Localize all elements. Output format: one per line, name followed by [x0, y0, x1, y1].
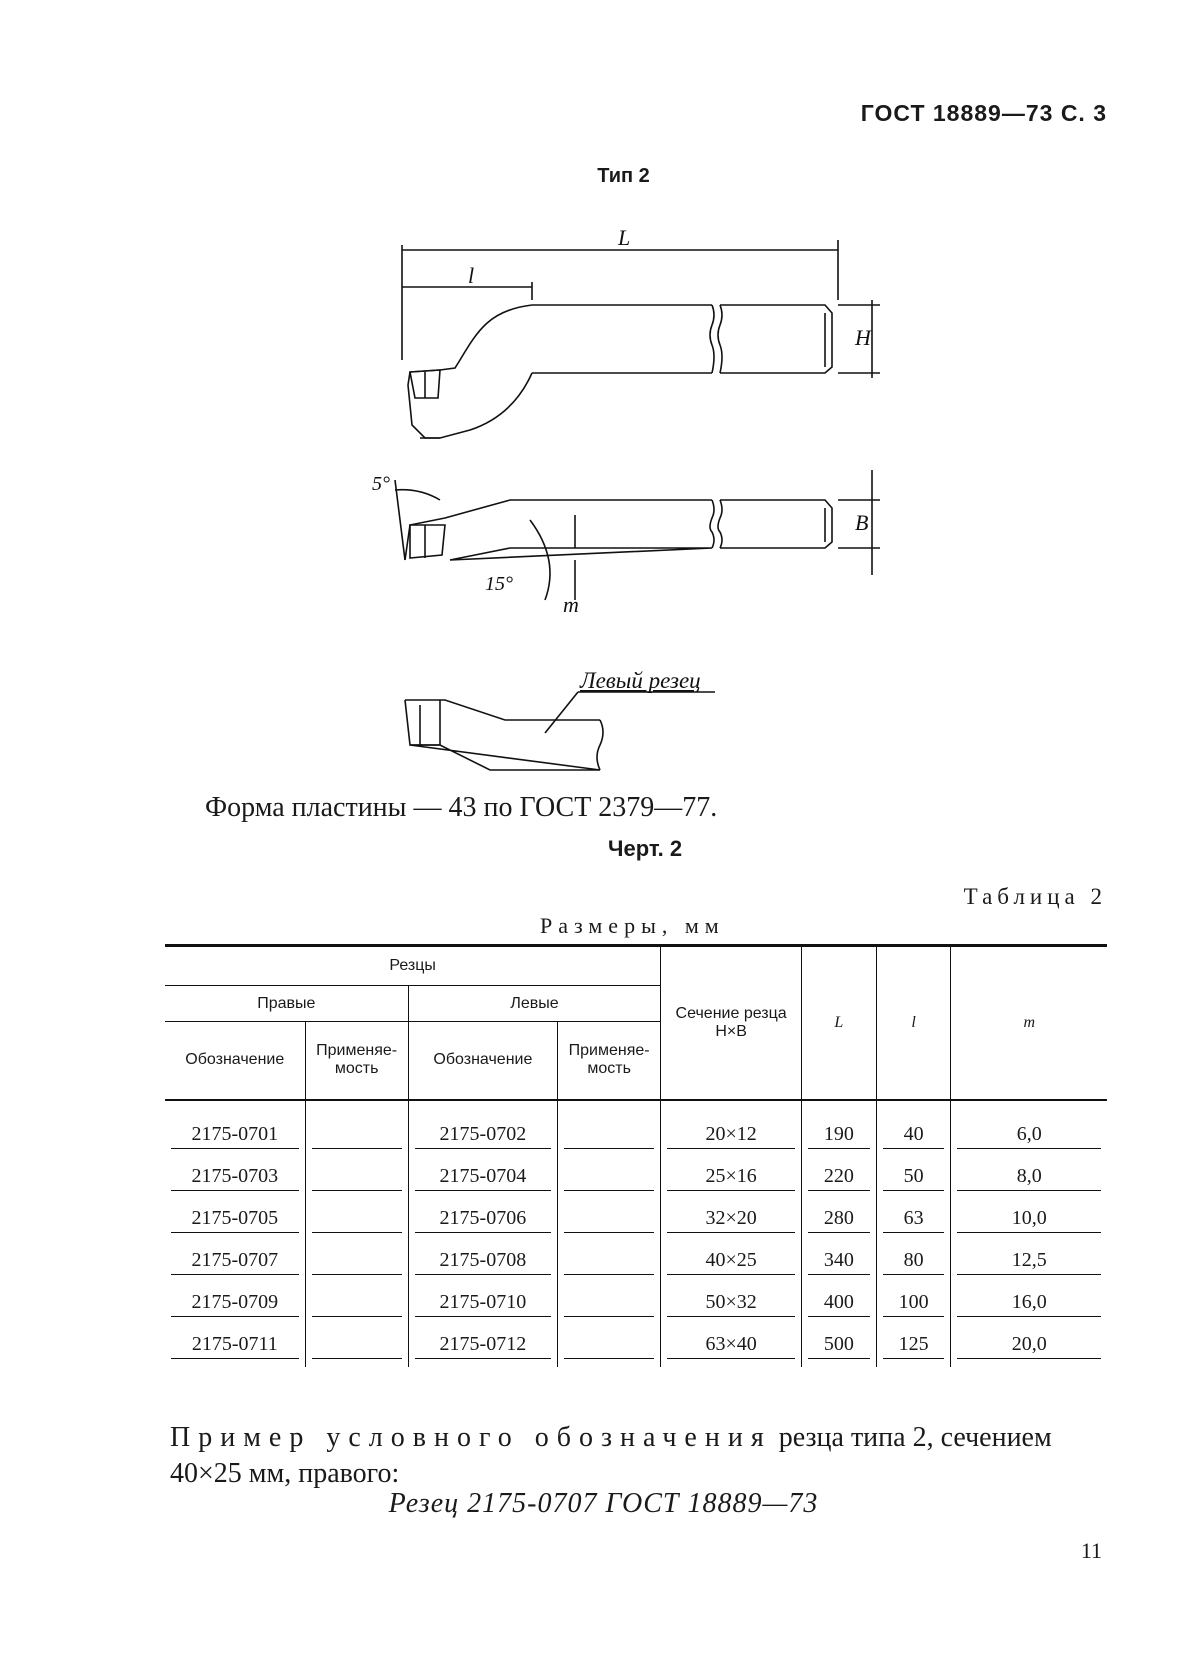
cell-applicability-blank — [312, 1291, 402, 1317]
dim-label-l: l — [468, 263, 475, 288]
header-section: Сечение резца H×B — [661, 946, 802, 1100]
cell-m: 8,0 — [957, 1165, 1101, 1191]
angle-arc-15 — [530, 520, 550, 600]
cell-m — [951, 1199, 1107, 1241]
cell-applicability — [305, 1283, 408, 1325]
cell-left — [408, 1325, 557, 1367]
cell-section — [661, 1157, 802, 1199]
cell-L: 500 — [808, 1333, 870, 1359]
cell-right: 2175-0705 — [171, 1207, 299, 1233]
cell-L — [802, 1157, 877, 1199]
example-paragraph — [170, 1420, 1100, 1492]
cell-l — [876, 1241, 951, 1283]
cell-right: 2175-0711 — [171, 1333, 299, 1359]
cell-l — [876, 1283, 951, 1325]
cell-left — [408, 1100, 557, 1157]
cell-applicability — [305, 1325, 408, 1367]
header-m: m — [951, 946, 1107, 1100]
cell-applicability-blank — [564, 1291, 654, 1317]
cell-l — [876, 1199, 951, 1241]
cell-applicability-blank — [312, 1165, 402, 1191]
cell-L: 340 — [808, 1249, 870, 1275]
cell-applicability — [558, 1100, 661, 1157]
cell-section — [661, 1199, 802, 1241]
cell-L — [802, 1283, 877, 1325]
cell-applicability — [305, 1241, 408, 1283]
cell-applicability-blank — [564, 1123, 654, 1149]
cell-left — [408, 1199, 557, 1241]
cell-applicability — [558, 1241, 661, 1283]
cell-m: 6,0 — [957, 1123, 1101, 1149]
header-left-applicability: Применяе- мость — [558, 1022, 661, 1100]
table-row — [165, 1283, 1107, 1325]
plate-shape-note: Форма пластины — 43 по ГОСТ 2379—77. — [205, 792, 718, 823]
cell-section: 25×16 — [667, 1165, 795, 1191]
cell-left — [408, 1241, 557, 1283]
header-cutters: Резцы — [165, 946, 661, 986]
cell-right — [165, 1241, 305, 1283]
cell-applicability-blank — [564, 1207, 654, 1233]
angle-arc-5 — [395, 490, 440, 500]
page-number: 11 — [1080, 1538, 1102, 1563]
example-lead: Пример условного обозначения — [170, 1422, 772, 1453]
header-l: l — [876, 946, 951, 1100]
header-right-applicability: Применяе- мость — [305, 1022, 408, 1100]
figure-caption: Черт. 2 — [608, 836, 683, 861]
cell-l: 50 — [883, 1165, 945, 1191]
header-right: Правые — [165, 986, 408, 1022]
cell-right — [165, 1325, 305, 1367]
cell-section — [661, 1241, 802, 1283]
cell-applicability-blank — [312, 1123, 402, 1149]
cell-m: 16,0 — [957, 1291, 1101, 1317]
cell-m: 12,5 — [957, 1249, 1101, 1275]
document-header: ГОСТ 18889—73 С. 3 — [860, 100, 1107, 126]
left-cutter-body — [405, 700, 600, 770]
dim-label-H: H — [855, 325, 871, 350]
cell-applicability — [558, 1283, 661, 1325]
cell-left: 2175-0712 — [415, 1333, 551, 1359]
cell-applicability — [558, 1199, 661, 1241]
cell-section: 63×40 — [667, 1333, 795, 1359]
cell-right — [165, 1199, 305, 1241]
table-body — [165, 1100, 1107, 1367]
cell-m — [951, 1283, 1107, 1325]
top-view-neck — [410, 305, 532, 372]
cell-l — [876, 1100, 951, 1157]
cell-applicability-blank — [564, 1333, 654, 1359]
cell-L: 220 — [808, 1165, 870, 1191]
top-view-shank — [532, 305, 832, 373]
cell-l: 125 — [883, 1333, 945, 1359]
header-left-designation: Обозначение — [408, 1022, 557, 1100]
cell-L — [802, 1199, 877, 1241]
dim-label-m: m — [563, 592, 579, 617]
example-rest: резца типа 2, сечением 40×25 мм, правого: — [170, 1422, 1052, 1489]
cell-m — [951, 1325, 1107, 1367]
cell-section — [661, 1283, 802, 1325]
type-title: Тип 2 — [597, 165, 650, 187]
cell-left: 2175-0708 — [415, 1249, 551, 1275]
header-L: L — [802, 946, 877, 1100]
cell-applicability-blank — [312, 1249, 402, 1275]
header-left: Левые — [408, 986, 661, 1022]
side-view-plate — [410, 525, 445, 558]
table-label: Таблица 2 — [963, 884, 1107, 909]
header-right-designation: Обозначение — [185, 1051, 285, 1069]
cell-l: 40 — [883, 1123, 945, 1149]
cell-right — [165, 1283, 305, 1325]
dimensions-label: Размеры, мм — [540, 913, 725, 938]
angle-label-5: 5° — [372, 473, 390, 495]
dimensions-table — [165, 944, 1107, 1367]
cell-m — [951, 1157, 1107, 1199]
cell-L — [802, 1241, 877, 1283]
cell-section — [661, 1100, 802, 1157]
cell-m — [951, 1100, 1107, 1157]
cell-l — [876, 1325, 951, 1367]
cell-section: 50×32 — [667, 1291, 795, 1317]
cell-l: 100 — [883, 1291, 945, 1317]
cell-left — [408, 1283, 557, 1325]
cell-applicability — [305, 1199, 408, 1241]
left-cutter-label: Левый резец — [580, 668, 701, 693]
cell-m — [951, 1241, 1107, 1283]
cell-right: 2175-0703 — [171, 1165, 299, 1191]
cell-applicability — [558, 1157, 661, 1199]
cell-left: 2175-0702 — [415, 1123, 551, 1149]
angle-label-15: 15° — [485, 573, 513, 595]
table-row — [165, 1199, 1107, 1241]
cell-applicability-blank — [564, 1165, 654, 1191]
cell-L: 400 — [808, 1291, 870, 1317]
technical-drawing — [0, 0, 1187, 820]
designation-example: Резец 2175-0707 ГОСТ 18889—73 — [388, 1488, 819, 1519]
cell-left: 2175-0706 — [415, 1207, 551, 1233]
cell-section: 20×12 — [667, 1123, 795, 1149]
dim-label-L: L — [618, 225, 631, 250]
cell-right: 2175-0709 — [171, 1291, 299, 1317]
cell-applicability-blank — [312, 1207, 402, 1233]
cell-right — [165, 1157, 305, 1199]
top-view-neck-lower — [420, 373, 532, 438]
cell-left — [408, 1157, 557, 1199]
cell-right: 2175-0707 — [171, 1249, 299, 1275]
cell-applicability — [305, 1157, 408, 1199]
cell-l — [876, 1157, 951, 1199]
table-row — [165, 1325, 1107, 1367]
cell-applicability-blank — [564, 1249, 654, 1275]
cell-L: 280 — [808, 1207, 870, 1233]
table-row — [165, 1100, 1107, 1157]
cell-L — [802, 1100, 877, 1157]
cell-L: 190 — [808, 1123, 870, 1149]
table-row — [165, 1157, 1107, 1199]
cell-section: 32×20 — [667, 1207, 795, 1233]
cell-applicability — [305, 1100, 408, 1157]
cell-section — [661, 1325, 802, 1367]
cell-L — [802, 1325, 877, 1367]
cell-right — [165, 1100, 305, 1157]
cell-section: 40×25 — [667, 1249, 795, 1275]
cell-applicability-blank — [312, 1333, 402, 1359]
cell-m: 10,0 — [957, 1207, 1101, 1233]
side-view-body — [405, 500, 832, 560]
cell-applicability — [558, 1325, 661, 1367]
cell-left: 2175-0710 — [415, 1291, 551, 1317]
cell-left: 2175-0704 — [415, 1165, 551, 1191]
cell-l: 80 — [883, 1249, 945, 1275]
cell-m: 20,0 — [957, 1333, 1101, 1359]
dim-label-B: B — [855, 510, 869, 535]
table-row — [165, 1241, 1107, 1283]
cell-right: 2175-0701 — [171, 1123, 299, 1149]
cell-l: 63 — [883, 1207, 945, 1233]
